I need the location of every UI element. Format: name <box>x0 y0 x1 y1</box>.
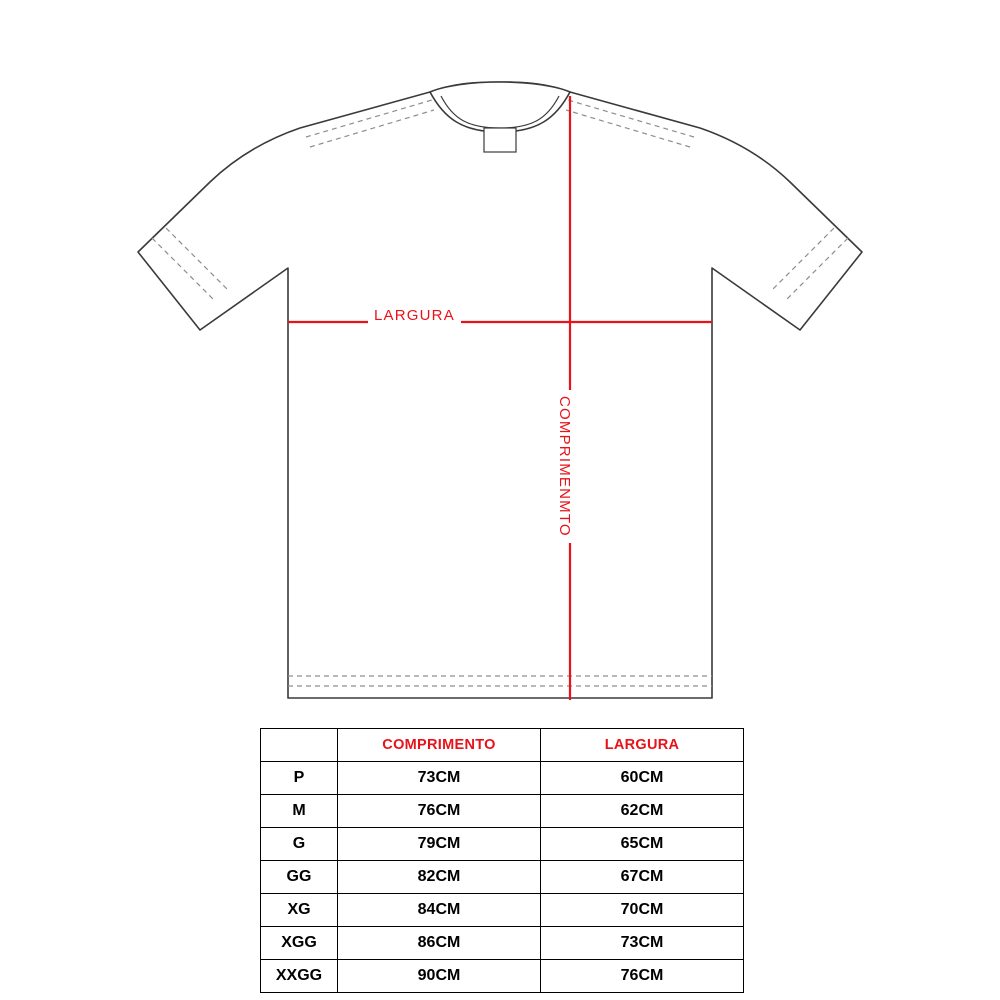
table-row <box>261 894 744 927</box>
cell-largura: 70CM <box>541 894 744 927</box>
largura-label: LARGURA <box>368 307 461 324</box>
table-row <box>261 960 744 993</box>
cell-largura: 60CM <box>541 762 744 795</box>
table-row <box>261 828 744 861</box>
cell-comprimento: 86CM <box>338 927 541 960</box>
cell-comprimento: 76CM <box>338 795 541 828</box>
table-header-size <box>261 729 338 762</box>
cell-size: G <box>261 828 338 861</box>
cell-largura: 73CM <box>541 927 744 960</box>
table-header-largura: LARGURA <box>541 729 744 762</box>
table-row <box>261 795 744 828</box>
cell-largura: 65CM <box>541 828 744 861</box>
size-table <box>260 728 744 993</box>
table-header-comprimento: COMPRIMENTO <box>338 729 541 762</box>
cell-comprimento: 90CM <box>338 960 541 993</box>
table-row <box>261 762 744 795</box>
cell-comprimento: 73CM <box>338 762 541 795</box>
table-row <box>261 927 744 960</box>
cell-size: XXGG <box>261 960 338 993</box>
cell-size: M <box>261 795 338 828</box>
comprimento-label: COMPRIMENMTO <box>556 390 573 543</box>
cell-largura: 62CM <box>541 795 744 828</box>
cell-comprimento: 79CM <box>338 828 541 861</box>
cell-size: GG <box>261 861 338 894</box>
collar-tag <box>484 128 516 152</box>
cell-size: P <box>261 762 338 795</box>
cell-largura: 67CM <box>541 861 744 894</box>
cell-comprimento: 84CM <box>338 894 541 927</box>
table-row <box>261 861 744 894</box>
table-header-row <box>261 729 744 762</box>
cell-comprimento: 82CM <box>338 861 541 894</box>
cell-size: XGG <box>261 927 338 960</box>
cell-largura: 76CM <box>541 960 744 993</box>
cell-size: XG <box>261 894 338 927</box>
